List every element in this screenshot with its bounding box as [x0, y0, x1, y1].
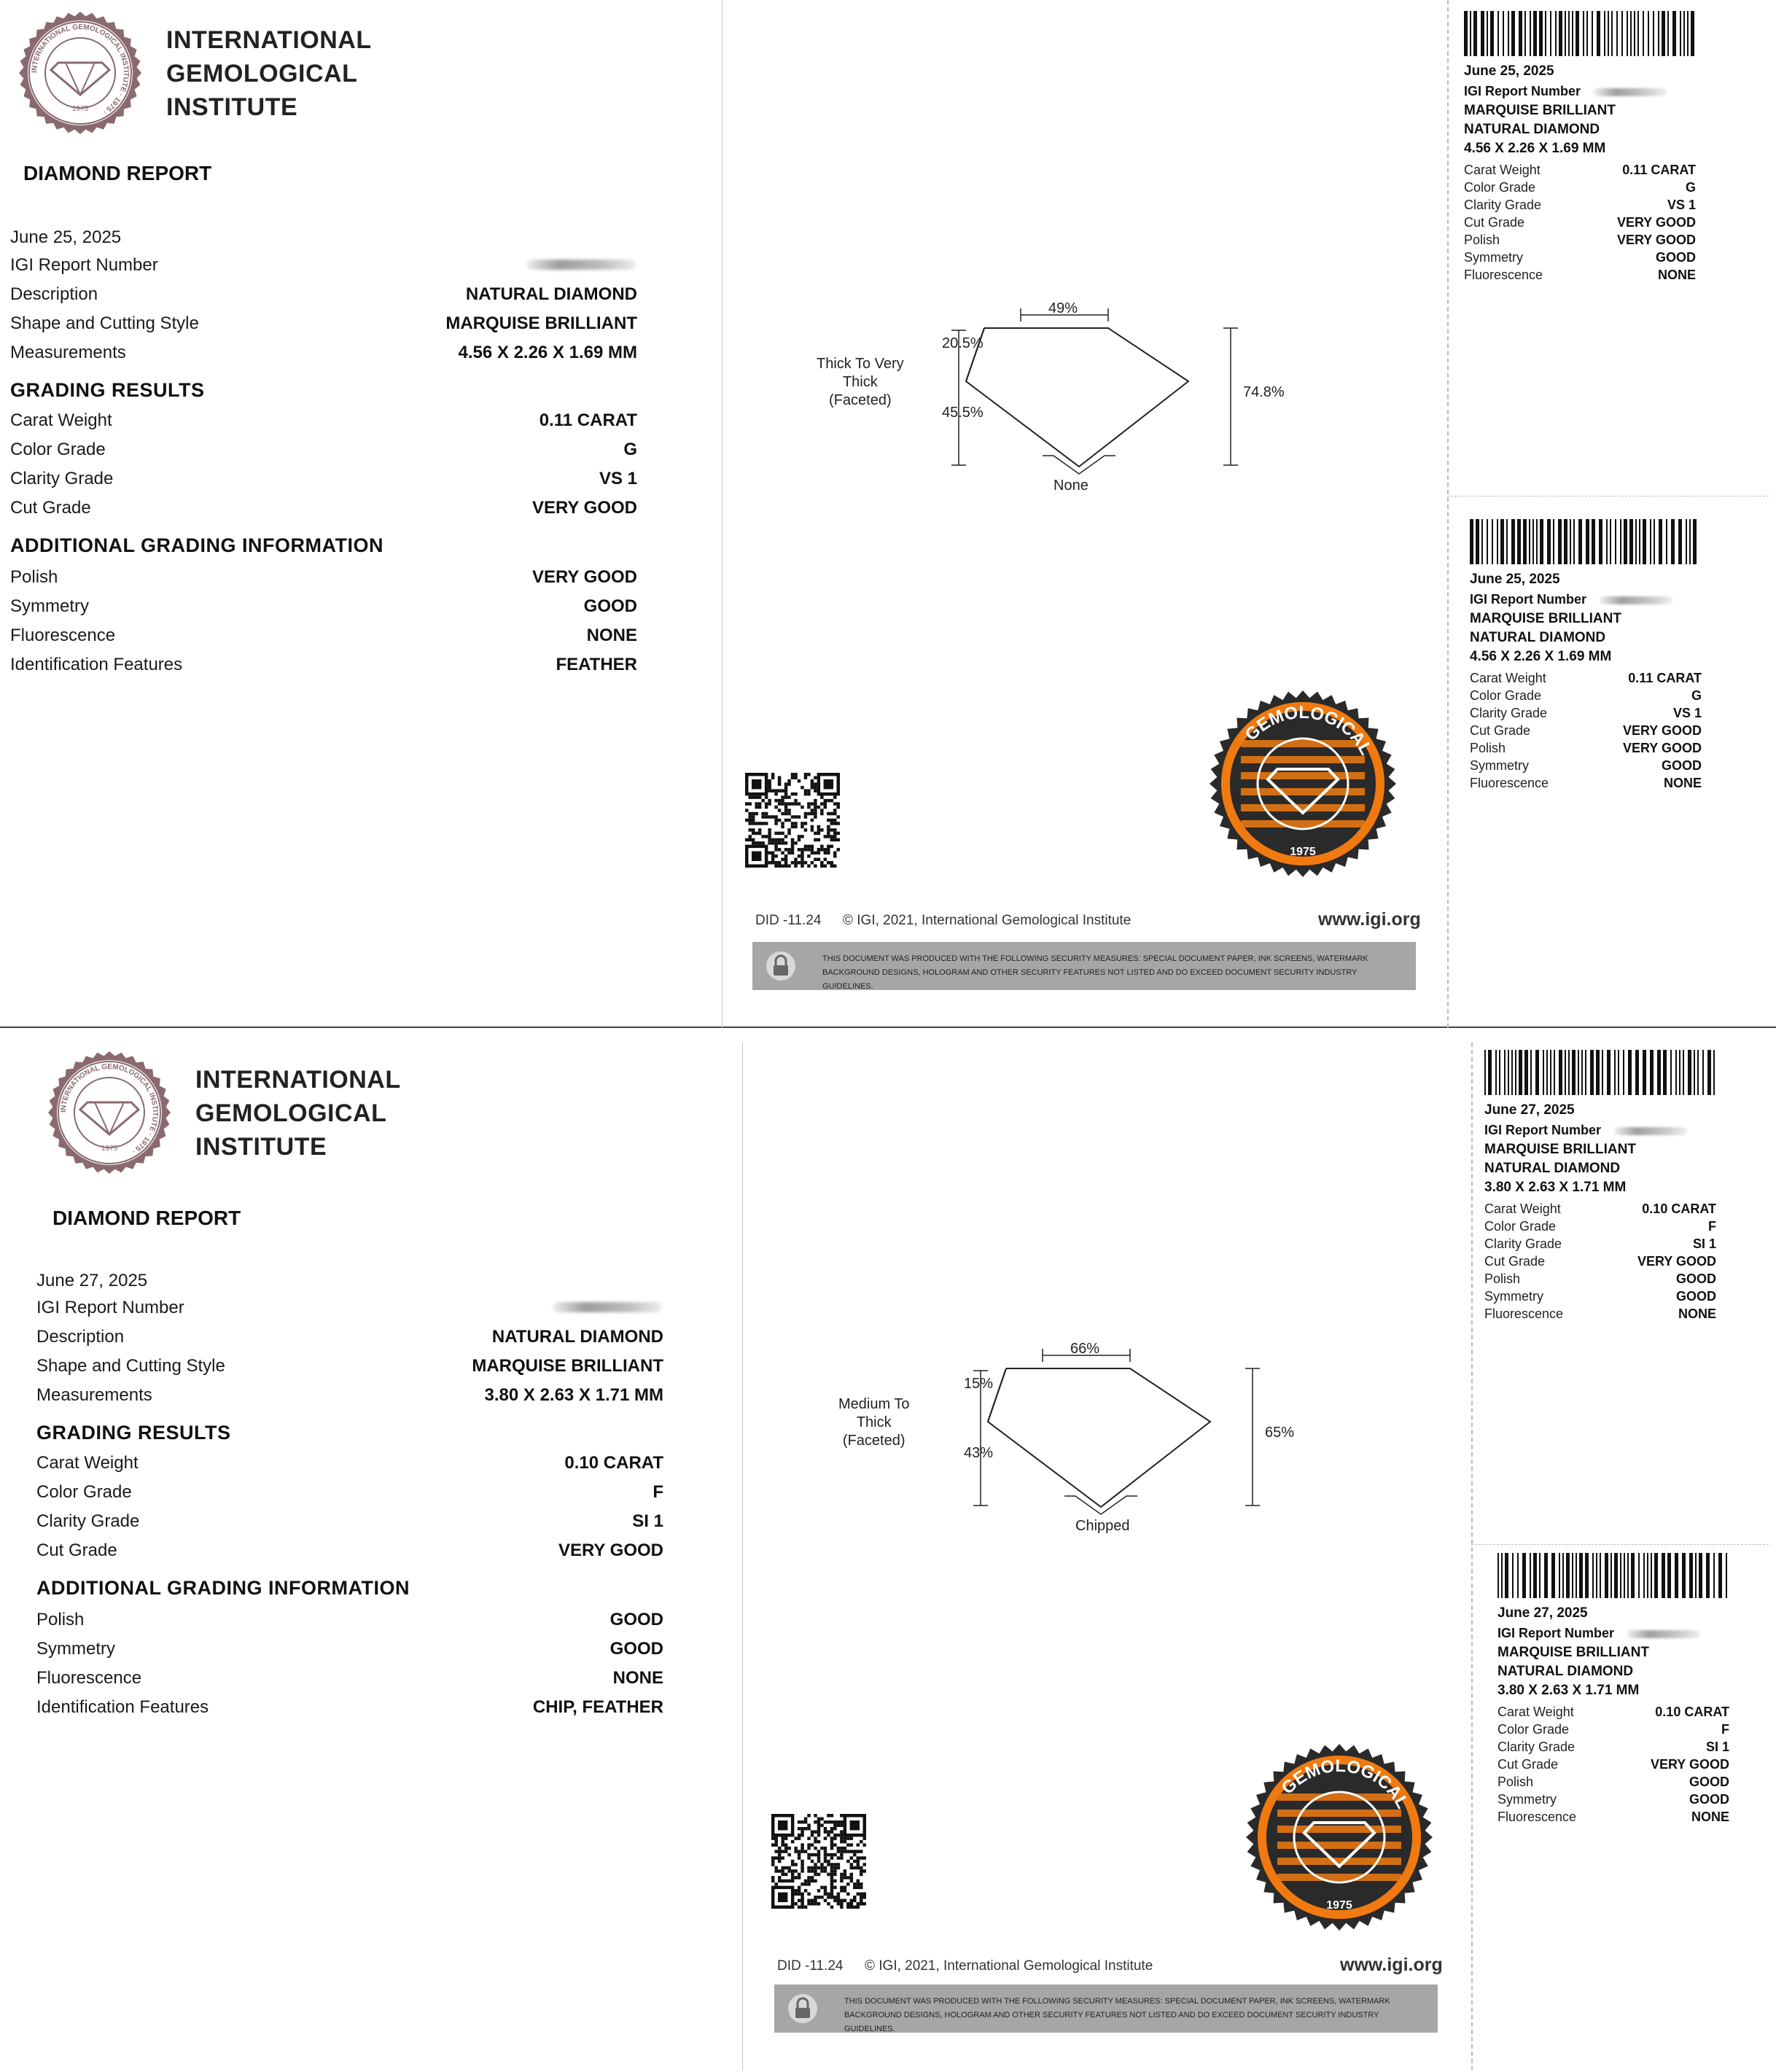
fluorescence [10, 626, 637, 653]
tag-row [1484, 1271, 1716, 1289]
symmetry-label: Symmetry [10, 596, 89, 616]
report-sheet-1 [0, 0, 1776, 1029]
tag-row-label: Polish [1464, 233, 1500, 247]
tag-perforation [1471, 1043, 1473, 2071]
tag-row [1464, 215, 1696, 233]
tag-row-value: VS 1 [1672, 706, 1702, 720]
tag-row-value: GOOD [1675, 1289, 1716, 1304]
fluorescence-value: NONE [612, 1668, 663, 1688]
tag-row-label: Color Grade [1464, 180, 1536, 195]
tag-row-label: Color Grade [1470, 688, 1542, 703]
tag-date: June 25, 2025 [1464, 63, 1554, 79]
tag-row-label: Color Grade [1497, 1722, 1570, 1737]
tag-row-value: SI 1 [1705, 1740, 1729, 1754]
barcode [1464, 11, 1696, 56]
tag-row [1470, 776, 1702, 793]
cut-grade-label: Cut Grade [36, 1541, 117, 1560]
institute-name-line: GEMOLOGICAL [195, 1099, 387, 1127]
report-date [36, 1271, 663, 1298]
hologram-seal-icon [1208, 689, 1398, 879]
shape-cutting-style [10, 313, 637, 341]
girdle-description [817, 355, 904, 410]
tag-row [1464, 250, 1696, 268]
tag-row [1464, 163, 1696, 180]
report-title: DIAMOND REPORT [52, 1207, 241, 1229]
igi-logo-icon [47, 1050, 172, 1175]
tag-report-number-redacted [1614, 1127, 1687, 1135]
report-title: DIAMOND REPORT [23, 162, 212, 184]
tag-report-number: IGI Report Number [1497, 1626, 1615, 1640]
color-grade-value: F [653, 1482, 663, 1502]
color-grade-value: G [623, 440, 637, 459]
culet-description: None [1053, 478, 1088, 494]
security-notice-bar [752, 942, 1416, 990]
cut-grade-label: Cut Grade [10, 498, 91, 518]
tag-row-label: Fluorescence [1470, 776, 1549, 790]
girdle-line: Thick [842, 374, 878, 390]
security-notice-line: THIS DOCUMENT WAS PRODUCED WITH THE FOLLOWING SECURITY MEASURES: SPECIAL DOCUMENT PAPER, INK SCREENS, WATERMARK [822, 954, 1368, 963]
tag-row [1464, 198, 1696, 215]
report-number-redacted [526, 260, 636, 270]
tag-row-value: VERY GOOD [1637, 1254, 1716, 1269]
svg-text:INTERNATIONAL GEMOLOGICAL INST: INTERNATIONAL GEMOLOGICAL INSTITUTE · 1975 · [30, 23, 131, 116]
tag-row-value: 0.11 CARAT [1622, 163, 1696, 177]
crown-percentage: 15% [964, 1376, 994, 1392]
tag-row [1484, 1289, 1716, 1306]
tag-row-label: Carat Weight [1464, 163, 1541, 177]
tag-row-label: Clarity Grade [1484, 1236, 1562, 1251]
color-grade-label: Color Grade [36, 1482, 132, 1502]
tag-row-value: VERY GOOD [1622, 723, 1702, 738]
lock-icon [787, 1993, 818, 2024]
report-number-redacted [553, 1302, 662, 1312]
tag-row-value: VERY GOOD [1650, 1757, 1729, 1772]
qr-code[interactable] [745, 773, 840, 868]
description-value: NATURAL DIAMOND [491, 1327, 663, 1347]
institute-name-line: GEMOLOGICAL [166, 60, 358, 87]
tag-row-value: NONE [1663, 776, 1702, 790]
shape-cutting-style-label: Shape and Cutting Style [36, 1356, 225, 1376]
girdle-description [838, 1395, 909, 1450]
tag-row-value: GOOD [1689, 1775, 1729, 1789]
copyright-notice: © IGI, 2021, International Gemological Institute [843, 913, 1132, 928]
security-notice-text [822, 952, 1406, 994]
barcode [1497, 1553, 1729, 1598]
tag-row [1470, 671, 1702, 688]
measurements [36, 1385, 663, 1413]
description-value: NATURAL DIAMOND [465, 284, 637, 304]
svg-text:GEMOLOGICAL: GEMOLOGICAL [1241, 702, 1376, 759]
security-notice-text [844, 1995, 1428, 2036]
color-grade [36, 1482, 663, 1510]
tag-shape: MARQUISE BRILLIANT [1484, 1142, 1636, 1157]
tag-row [1497, 1775, 1729, 1792]
description [36, 1327, 663, 1355]
tag-row [1470, 741, 1702, 758]
lock-icon [766, 951, 796, 981]
tag-measurements: 4.56 X 2.26 X 1.69 MM [1470, 649, 1612, 664]
tag-row-label: Cut Grade [1484, 1254, 1546, 1269]
total-depth-percentage: 74.8% [1243, 384, 1285, 400]
institute-name [166, 23, 372, 124]
tag-row [1497, 1792, 1729, 1810]
fluorescence [36, 1668, 663, 1696]
symmetry [10, 596, 637, 624]
tag-row-label: Clarity Grade [1497, 1740, 1576, 1754]
website-link[interactable]: www.igi.org [1340, 1955, 1443, 1975]
tag-row-value: G [1691, 688, 1702, 703]
shape-cutting-style-value: MARQUISE BRILLIANT [472, 1356, 663, 1376]
tag-date: June 27, 2025 [1497, 1605, 1588, 1621]
polish-value: GOOD [609, 1610, 663, 1629]
tag-row-label: Cut Grade [1497, 1757, 1559, 1772]
girdle-line: (Faceted) [842, 1433, 905, 1449]
girdle-line: (Faceted) [829, 392, 892, 408]
measurements-label: Measurements [10, 343, 126, 362]
carat-weight-value: 0.10 CARAT [564, 1453, 663, 1473]
tag-report-number: IGI Report Number [1464, 84, 1581, 98]
report-date-label: June 27, 2025 [36, 1271, 148, 1290]
tag-report-number: IGI Report Number [1484, 1123, 1602, 1137]
cut-grade-value: VERY GOOD [558, 1541, 663, 1560]
tag-shape: MARQUISE BRILLIANT [1464, 103, 1616, 118]
tag-row [1497, 1722, 1729, 1740]
tag-row [1464, 180, 1696, 198]
tag-row [1470, 723, 1702, 741]
carat-weight [36, 1453, 663, 1481]
description-label: Description [10, 284, 98, 304]
tag-row [1470, 688, 1702, 706]
clarity-grade [10, 469, 637, 496]
security-notice-line: BACKGROUND DESIGNS, HOLOGRAM AND OTHER SECURITY FEATURES NOT LISTED AND DO EXCEED DOCUMENT SECURITY INDUSTRY GUIDELINES. [822, 968, 1358, 991]
tag-row-value: GOOD [1675, 1271, 1716, 1286]
pavilion-percentage: 43% [964, 1445, 994, 1461]
institute-name-line: INTERNATIONAL [166, 26, 372, 54]
svg-text:1975: 1975 [71, 105, 89, 113]
tag-row-label: Carat Weight [1497, 1705, 1574, 1719]
tag-row-label: Cut Grade [1464, 215, 1525, 230]
institute-name [195, 1063, 401, 1164]
tag-row [1464, 233, 1696, 250]
tag-row [1484, 1201, 1716, 1219]
panel-separator [742, 1043, 743, 2071]
symmetry-label: Symmetry [36, 1639, 115, 1659]
tag-date: June 27, 2025 [1484, 1102, 1575, 1118]
fluorescence-value: NONE [586, 626, 637, 645]
tag-row-label: Polish [1484, 1271, 1521, 1286]
tag-row-label: Symmetry [1470, 758, 1529, 773]
tag-row [1497, 1705, 1729, 1722]
carat-weight-label: Carat Weight [36, 1453, 139, 1473]
clarity-grade [36, 1511, 663, 1539]
svg-text:GEMOLOGICAL: GEMOLOGICAL [1277, 1756, 1413, 1812]
tag-row [1497, 1740, 1729, 1757]
grading-results-heading: GRADING RESULTS [36, 1422, 231, 1444]
tag-row-value: F [1721, 1722, 1729, 1737]
proportions-diagram [795, 1336, 1295, 1540]
proportions-diagram [773, 295, 1285, 499]
barcode [1470, 519, 1702, 564]
report-date [10, 227, 637, 255]
tag-description: NATURAL DIAMOND [1484, 1161, 1621, 1176]
cut-grade-value: VERY GOOD [531, 498, 637, 518]
identification-features-label: Identification Features [10, 655, 183, 674]
website-link[interactable]: www.igi.org [1318, 909, 1421, 930]
culet-description: Chipped [1075, 1518, 1130, 1534]
total-depth-percentage: 65% [1265, 1425, 1295, 1441]
polish-label: Polish [10, 567, 58, 587]
description-label: Description [36, 1327, 125, 1347]
carat-weight-value: 0.11 CARAT [539, 410, 637, 430]
tag-date: June 25, 2025 [1470, 572, 1560, 587]
tag-row-value: VERY GOOD [1616, 215, 1696, 230]
tag-row [1484, 1306, 1716, 1324]
tag-row-value: 0.10 CARAT [1655, 1705, 1729, 1719]
girdle-line: Thick To Very [817, 356, 904, 372]
additional-grading-heading: ADDITIONAL GRADING INFORMATION [36, 1577, 410, 1599]
carat-weight [10, 410, 637, 438]
report-number-label: IGI Report Number [36, 1298, 184, 1317]
symmetry [36, 1639, 663, 1667]
tag-row-value: GOOD [1661, 758, 1702, 773]
security-notice-line: BACKGROUND DESIGNS, HOLOGRAM AND OTHER SECURITY FEATURES NOT LISTED AND DO EXCEED DOCUMENT SECURITY INDUSTRY GUIDELINES. [844, 2011, 1379, 2033]
shape-cutting-style-label: Shape and Cutting Style [10, 313, 199, 333]
qr-code[interactable] [771, 1814, 866, 1909]
polish [36, 1610, 663, 1637]
tag-row-label: Cut Grade [1470, 723, 1531, 738]
identification-features-value: CHIP, FEATHER [532, 1697, 663, 1717]
tag-row [1497, 1757, 1729, 1775]
measurements [10, 343, 637, 370]
pavilion-percentage: 45.5% [942, 405, 984, 421]
polish [10, 567, 637, 595]
tag-row-label: Fluorescence [1497, 1810, 1577, 1824]
table-percentage: 49% [1048, 300, 1078, 316]
report-number-label: IGI Report Number [10, 255, 158, 275]
tag-row-label: Symmetry [1497, 1792, 1557, 1807]
institute-name-line: INSTITUTE [195, 1133, 327, 1161]
tag-description: NATURAL DIAMOND [1497, 1664, 1634, 1679]
tag-row [1484, 1219, 1716, 1236]
tag-description: NATURAL DIAMOND [1470, 630, 1606, 645]
report-number [10, 255, 637, 283]
tag-description: NATURAL DIAMOND [1464, 122, 1600, 137]
identification-features-label: Identification Features [36, 1697, 209, 1717]
tag-row-value: NONE [1678, 1306, 1716, 1321]
tag-row-value: 0.10 CARAT [1642, 1201, 1716, 1216]
tag-row-label: Carat Weight [1470, 671, 1546, 685]
tag-row-value: F [1708, 1219, 1716, 1234]
svg-text:INTERNATIONAL GEMOLOGICAL INST: INTERNATIONAL GEMOLOGICAL INSTITUTE · 1975 · [59, 1062, 160, 1156]
tag-shape: MARQUISE BRILLIANT [1497, 1645, 1649, 1660]
tag-row-value: VERY GOOD [1622, 741, 1702, 755]
tag-measurements: 3.80 X 2.63 X 1.71 MM [1484, 1180, 1627, 1195]
symmetry-value: GOOD [583, 596, 637, 616]
identification-features [36, 1697, 663, 1725]
tag-cut-line [1471, 1544, 1769, 1545]
tag-measurements: 3.80 X 2.63 X 1.71 MM [1497, 1683, 1640, 1698]
identification-features-value: FEATHER [556, 655, 637, 674]
tag-row [1470, 706, 1702, 723]
polish-label: Polish [36, 1610, 85, 1629]
tag-row-label: Fluorescence [1484, 1306, 1564, 1321]
clarity-grade-label: Clarity Grade [36, 1511, 140, 1531]
tag-shape: MARQUISE BRILLIANT [1470, 611, 1621, 626]
tag-report-number-redacted [1627, 1630, 1700, 1638]
svg-text:1975: 1975 [1290, 846, 1316, 858]
fluorescence-label: Fluorescence [10, 626, 116, 645]
grading-results-heading: GRADING RESULTS [10, 379, 205, 401]
shape-cutting-style-value: MARQUISE BRILLIANT [445, 313, 637, 333]
tag-row-label: Polish [1470, 741, 1506, 755]
report-sheet-2 [0, 1043, 1776, 2072]
svg-text:1975: 1975 [101, 1145, 118, 1153]
clarity-grade-value: VS 1 [599, 469, 637, 488]
tag-perforation [1447, 0, 1449, 1028]
tag-row-value: VS 1 [1667, 198, 1696, 212]
polish-value: VERY GOOD [531, 567, 637, 587]
tag-row [1464, 268, 1696, 285]
institute-name-line: INTERNATIONAL [195, 1066, 401, 1094]
cut-grade [36, 1541, 663, 1568]
shape-cutting-style [36, 1356, 663, 1384]
tag-row-label: Carat Weight [1484, 1201, 1561, 1216]
hologram-seal-icon [1245, 1742, 1434, 1932]
tag-report-number-redacted [1600, 596, 1672, 604]
tag-row [1484, 1254, 1716, 1271]
color-grade [10, 440, 637, 467]
table-percentage: 66% [1070, 1341, 1100, 1357]
security-notice-line: THIS DOCUMENT WAS PRODUCED WITH THE FOLLOWING SECURITY MEASURES: SPECIAL DOCUMENT PAPER, INK SCREENS, WATERMARK [844, 1997, 1390, 2006]
tag-row [1484, 1236, 1716, 1254]
tag-row-label: Polish [1497, 1775, 1534, 1789]
tag-row [1470, 758, 1702, 776]
tag-row-value: NONE [1691, 1810, 1729, 1824]
measurements-label: Measurements [36, 1385, 152, 1405]
institute-name-line: INSTITUTE [166, 93, 298, 121]
fluorescence-label: Fluorescence [36, 1668, 142, 1688]
clarity-grade-label: Clarity Grade [10, 469, 114, 488]
clarity-grade-value: SI 1 [632, 1511, 663, 1531]
panel-separator [722, 0, 723, 1028]
measurements-value: 3.80 X 2.63 X 1.71 MM [484, 1385, 663, 1405]
copyright-notice: © IGI, 2021, International Gemological Institute [865, 1958, 1153, 1974]
tag-report-number: IGI Report Number [1470, 592, 1587, 607]
tag-row-value: NONE [1657, 268, 1696, 282]
igi-logo-icon [17, 10, 143, 136]
color-grade-label: Color Grade [10, 440, 106, 459]
tag-row-label: Fluorescence [1464, 268, 1543, 282]
crown-percentage: 20.5% [942, 335, 984, 351]
tag-row-label: Clarity Grade [1470, 706, 1548, 720]
measurements-value: 4.56 X 2.26 X 1.69 MM [458, 343, 637, 362]
symmetry-value: GOOD [609, 1639, 663, 1659]
tag-row-value: G [1685, 180, 1696, 195]
tag-row-value: GOOD [1655, 250, 1696, 265]
tag-row-label: Color Grade [1484, 1219, 1557, 1234]
additional-grading-heading: ADDITIONAL GRADING INFORMATION [10, 534, 383, 556]
svg-text:1975: 1975 [1326, 1899, 1352, 1912]
barcode [1484, 1050, 1716, 1095]
cut-grade [10, 498, 637, 526]
tag-row-label: Symmetry [1484, 1289, 1543, 1304]
security-notice-bar [774, 1985, 1438, 2033]
tag-measurements: 4.56 X 2.26 X 1.69 MM [1464, 141, 1606, 156]
carat-weight-label: Carat Weight [10, 410, 112, 430]
tag-row-value: 0.11 CARAT [1628, 671, 1702, 685]
tag-row [1497, 1810, 1729, 1827]
identification-features [10, 655, 637, 682]
tag-row-value: GOOD [1689, 1792, 1729, 1807]
tag-row-value: VERY GOOD [1616, 233, 1696, 247]
tag-report-number-redacted [1594, 88, 1667, 96]
report-date-label: June 25, 2025 [10, 227, 122, 247]
girdle-line: Medium To [838, 1396, 910, 1412]
tag-row-label: Symmetry [1464, 250, 1523, 265]
report-number [36, 1298, 663, 1325]
girdle-line: Thick [856, 1414, 892, 1430]
document-code: DID -11.24 [777, 1958, 844, 1974]
tag-row-value: SI 1 [1692, 1236, 1716, 1251]
description [10, 284, 637, 312]
document-code: DID -11.24 [755, 913, 822, 928]
tag-row-label: Clarity Grade [1464, 198, 1542, 212]
